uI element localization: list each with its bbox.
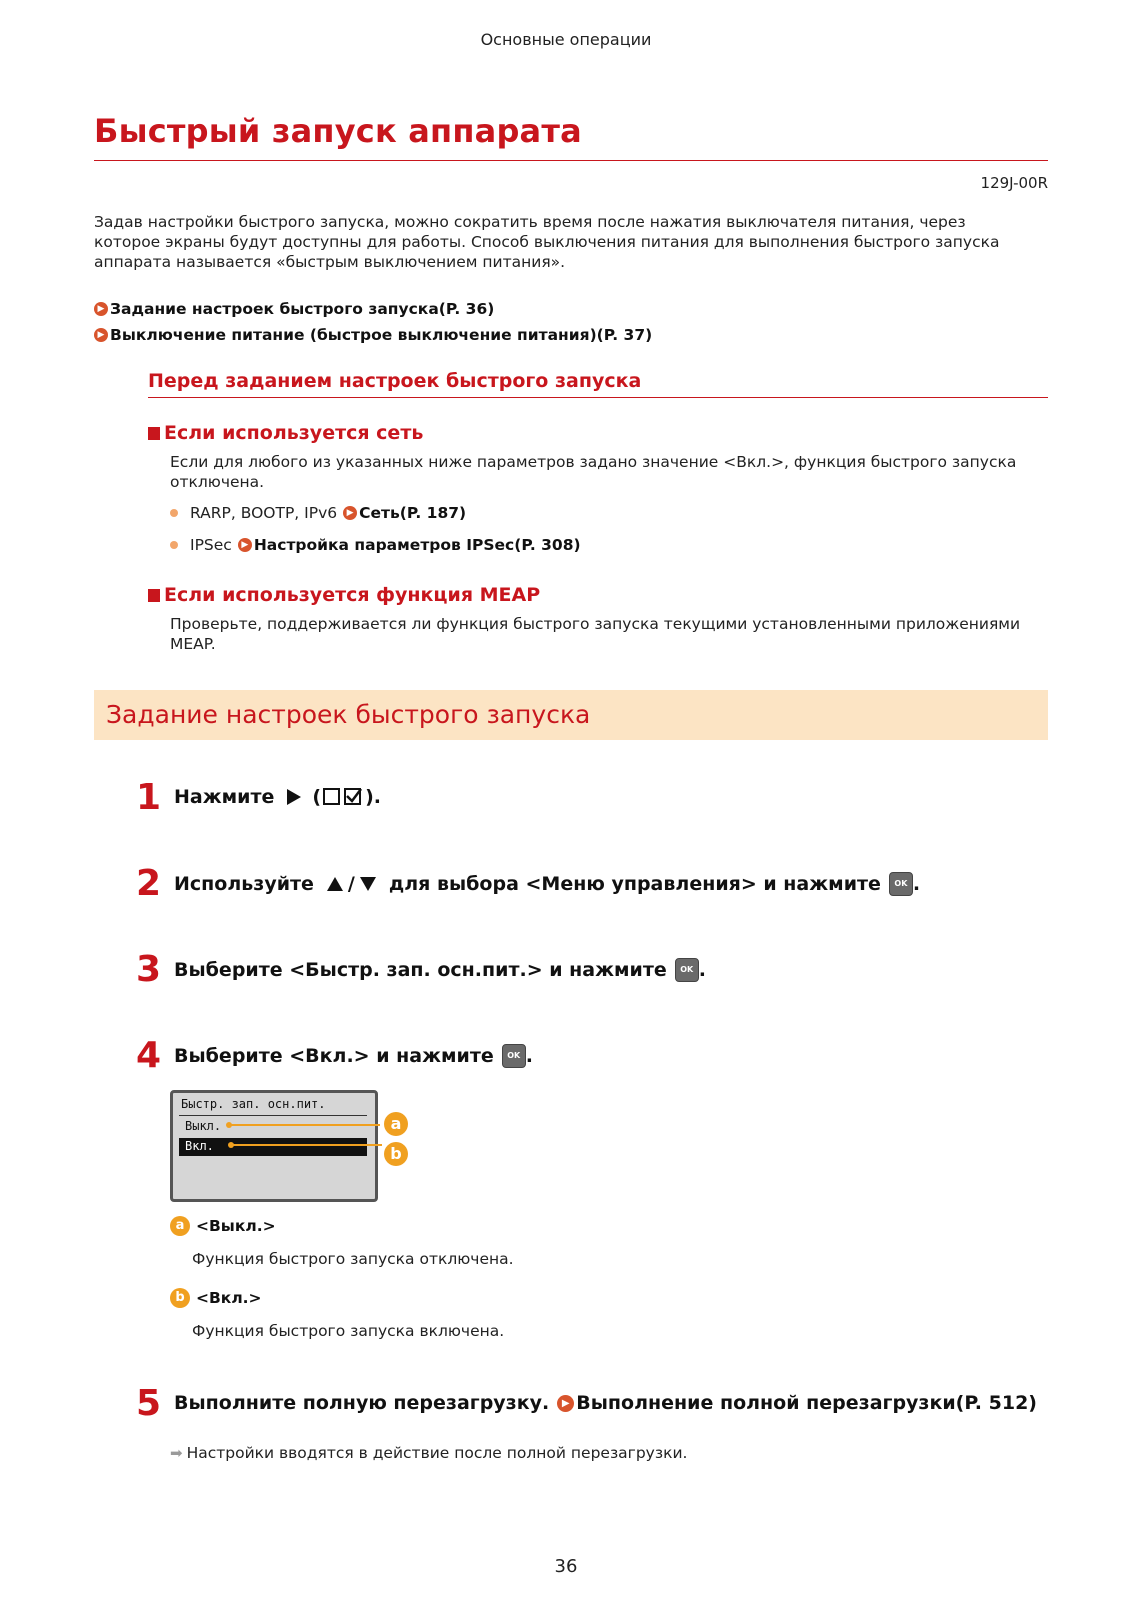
lcd-option-on: Вкл. (185, 1139, 214, 1153)
callout-b: b (384, 1142, 408, 1166)
link-arrow-icon: ▶ (343, 506, 357, 520)
square-bullet-icon (148, 427, 160, 440)
callout-a: a (384, 1112, 408, 1136)
title-rule (94, 160, 1048, 161)
result-note: ➡ Настройки вводятся в действие после полной перезагрузки. (170, 1444, 688, 1462)
link-arrow-icon: ▶ (94, 328, 108, 342)
link-quick-start-settings[interactable]: ▶ Задание настроек быстрого запуска(P. 36) (94, 300, 494, 318)
heading-network: Если используется сеть (148, 422, 423, 444)
link-arrow-icon: ▶ (557, 1395, 574, 1412)
step-number: 3 (136, 949, 162, 990)
option-on-desc: Функция быстрого запуска включена. (192, 1322, 505, 1340)
doc-id: 129J-00R (980, 174, 1048, 192)
ok-key-icon: OK (675, 958, 699, 982)
link-network[interactable]: ▶ Сеть(P. 187) (343, 504, 466, 522)
link-arrow-icon: ▶ (238, 538, 252, 552)
step-3-text: Выберите <Быстр. зап. осн.пит.> и нажмите OK . (174, 959, 706, 981)
result-arrow-icon: ➡ (170, 1444, 183, 1462)
link-arrow-icon: ▶ (94, 302, 108, 316)
step-1-text: Нажмите ( ). (174, 786, 381, 808)
status-monitor-icon (323, 787, 363, 807)
down-arrow-key-icon (359, 876, 377, 892)
running-header: Основные операции (480, 30, 652, 49)
lcd-option-off: Выкл. (185, 1119, 222, 1133)
option-off-desc: Функция быстрого запуска отключена. (192, 1250, 514, 1268)
link-ipsec[interactable]: ▶ Настройка параметров IPSec(P. 308) (238, 536, 581, 554)
badge-a: a (170, 1216, 190, 1236)
option-off-label: a <Выкл.> (170, 1216, 276, 1236)
up-arrow-key-icon (326, 876, 344, 892)
subsection-rule (148, 397, 1048, 398)
section-title: Задание настроек быстрого запуска (106, 700, 591, 729)
page-title: Быстрый запуск аппарата (94, 112, 582, 150)
page-number: 36 (554, 1556, 578, 1577)
option-on-label: b <Вкл.> (170, 1288, 262, 1308)
step-number: 5 (136, 1383, 162, 1424)
step-2-text: Используйте / для выбора <Меню управления> и нажмите OK . (174, 873, 921, 895)
lcd-title: Быстр. зап. осн.пит. (181, 1097, 326, 1111)
ok-key-icon: OK (502, 1044, 526, 1068)
heading-meap: Если используется функция MEAP (148, 584, 540, 606)
intro-paragraph: Задав настройки быстрого запуска, можно сократить время после нажатия выключателя питания, через которое экраны будут доступны для работы. Способ выключения питания для выполнения быстрого запуска аппарата называется «быстрым выключением питания». (94, 213, 1000, 271)
bullet-item: IPSec ▶ Настройка параметров IPSec(P. 308) (170, 536, 581, 554)
lcd-divider (179, 1115, 367, 1116)
step-5-text: Выполните полную перезагрузку. ▶ Выполнение полной перезагрузки(P. 512) (174, 1392, 1037, 1414)
network-text: Если для любого из указанных ниже параметров задано значение <Вкл.>, функция быстрого запуска отключена. (170, 453, 1017, 491)
subsection-title-before: Перед заданием настроек быстрого запуска (148, 370, 642, 392)
step-number: 4 (136, 1035, 162, 1076)
bullet-dot-icon (170, 509, 178, 517)
link-full-restart[interactable]: ▶ Выполнение полной перезагрузки(P. 512) (557, 1392, 1037, 1414)
callout-line (232, 1144, 382, 1146)
step-4-text: Выберите <Вкл.> и нажмите OK . (174, 1045, 533, 1067)
meap-text: Проверьте, поддерживается ли функция быстрого запуска текущими установленными приложениями MEAP. (170, 615, 1021, 653)
square-bullet-icon (148, 589, 160, 602)
callout-line (230, 1124, 380, 1126)
badge-b: b (170, 1288, 190, 1308)
step-number: 1 (136, 777, 162, 818)
right-arrow-key-icon (286, 788, 302, 806)
step-number: 2 (136, 863, 162, 904)
ok-key-icon: OK (889, 872, 913, 896)
link-quick-shutdown[interactable]: ▶ Выключение питание (быстрое выключение питания)(P. 37) (94, 326, 652, 344)
bullet-item: RARP, BOOTP, IPv6 ▶ Сеть(P. 187) (170, 504, 466, 522)
lcd-screen (170, 1090, 378, 1202)
bullet-dot-icon (170, 541, 178, 549)
